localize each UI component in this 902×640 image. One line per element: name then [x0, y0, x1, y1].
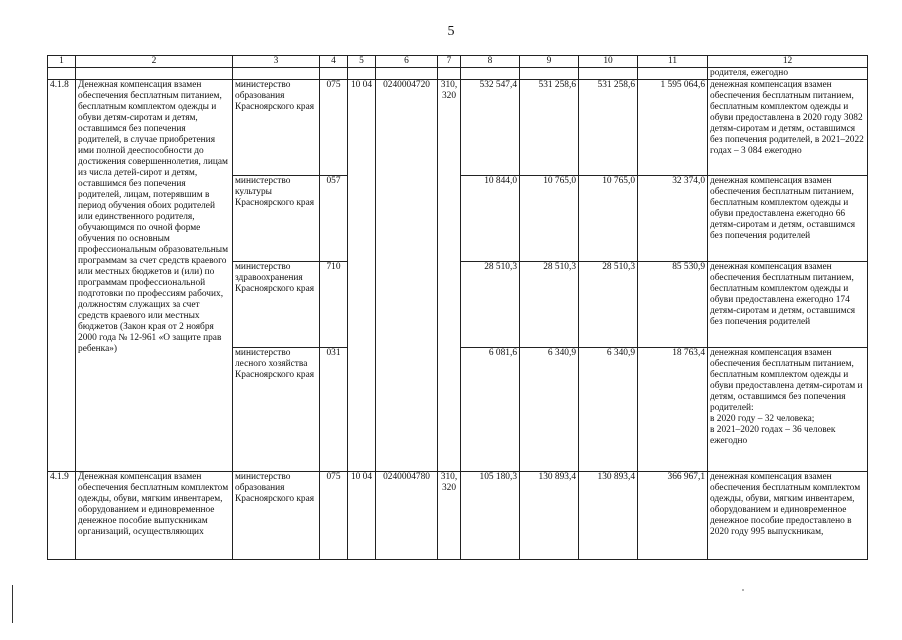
value-total: 32 374,0 — [638, 176, 708, 262]
value-2022: 531 258,6 — [579, 80, 638, 176]
row-description: Денежная компенсация взамен обеспечения бесплатным комплектом одежды, обуви, мягким инвентарем, оборудованием и единовременное денежное пособие выпускникам организаций, осуществляющих — [76, 472, 233, 560]
col-header: 6 — [376, 56, 438, 68]
result-cell: денежная компенсация взамен обеспечения бесплатным питанием, бесплатным комплектом одежды и обуви предоставлена в 2020 году 3082 детям-сиротам и детям, оставшимся без попечения родителей, в 2021–2022 годах – 3 084 ежегодно — [708, 80, 868, 176]
expense-type-cell: 310, 320 — [438, 80, 461, 472]
value-2020: 532 547,4 — [461, 80, 520, 176]
value-2021: 28 510,3 — [520, 262, 579, 348]
result-cell: денежная компенсация взамен обеспечения бесплатным питанием, бесплатным комплектом одежды и обуви предоставлена ежегодно 66 детям-сиротам и детям, оставшимся без попечения родителей — [708, 176, 868, 262]
ministry-cell: министерство образования Красноярского края — [233, 472, 320, 560]
value-total: 366 967,1 — [638, 472, 708, 560]
ministry-cell: министерство культуры Красноярского края — [233, 176, 320, 262]
budget-table — [47, 55, 868, 560]
carry-over-row — [48, 68, 868, 80]
value-2020: 105 180,3 — [461, 472, 520, 560]
row-code: 4.1.9 — [48, 472, 76, 560]
col-header: 1 — [48, 56, 76, 68]
ministry-cell: министерство лесного хозяйства Красноярского края — [233, 348, 320, 472]
col-header: 8 — [461, 56, 520, 68]
target-cell: 0240004780 — [376, 472, 438, 560]
section-cell: 10 04 — [348, 80, 376, 472]
table-row — [48, 80, 868, 176]
expense-type-cell: 310, 320 — [438, 472, 461, 560]
col-header: 5 — [348, 56, 376, 68]
table-row — [48, 472, 868, 560]
result-cell — [708, 348, 868, 472]
carry-over-text: родителя, ежегодно — [708, 68, 868, 80]
result-text-2020: в 2020 году – 32 человека; — [710, 414, 815, 424]
ministry-cell: министерство образования Красноярского края — [233, 80, 320, 176]
grbs-cell: 075 — [320, 80, 348, 176]
value-total: 18 763,4 — [638, 348, 708, 472]
col-header: 4 — [320, 56, 348, 68]
page-number: 5 — [447, 24, 455, 39]
section-cell: 10 04 — [348, 472, 376, 560]
grbs-cell: 075 — [320, 472, 348, 560]
value-2021: 130 893,4 — [520, 472, 579, 560]
result-cell: денежная компенсация взамен обеспечения бесплатным комплектом одежды, обуви, мягким инвентарем, оборудованием и единовременное денежное пособие предоставлено в 2020 году 995 выпускникам, — [708, 472, 868, 560]
col-header: 3 — [233, 56, 320, 68]
grbs-cell: 710 — [320, 262, 348, 348]
value-2021: 531 258,6 — [520, 80, 579, 176]
col-header: 11 — [638, 56, 708, 68]
col-header: 12 — [708, 56, 868, 68]
value-2021: 6 340,9 — [520, 348, 579, 472]
value-2022: 28 510,3 — [579, 262, 638, 348]
col-header: 10 — [579, 56, 638, 68]
grbs-cell: 057 — [320, 176, 348, 262]
col-header: 2 — [76, 56, 233, 68]
grbs-cell: 031 — [320, 348, 348, 472]
ministry-cell: министерство здравоохранения Красноярского края — [233, 262, 320, 348]
value-total: 85 530,9 — [638, 262, 708, 348]
col-header: 7 — [438, 56, 461, 68]
value-total: 1 595 064,6 — [638, 80, 708, 176]
col-header: 9 — [520, 56, 579, 68]
value-2022: 130 893,4 — [579, 472, 638, 560]
result-text: денежная компенсация взамен обеспечения бесплатным питанием, бесплатным комплектом одежды и обуви предоставлена детям-сиротам и детям, оставшимся без попечения родителей: — [710, 348, 863, 413]
scan-margin-mark — [12, 585, 13, 623]
value-2022: 6 340,9 — [579, 348, 638, 472]
result-text-later: в 2021–2020 годах – 36 человек ежегодно — [710, 425, 836, 446]
value-2022: 10 765,0 — [579, 176, 638, 262]
value-2020: 28 510,3 — [461, 262, 520, 348]
value-2020: 10 844,0 — [461, 176, 520, 262]
row-description: Денежная компенсация взамен обеспечения бесплатным питанием, бесплатным комплектом одежды и обуви детям-сиротам и детям, оставшимся без попечения родителей, в случае приобретения ими полной дееспособности до достижения совершеннолетия, лицам из числа детей-сирот и детям, оставшимся без попечения родителей, лицам, потерявшим в период обучения обоих родителей или единственного родителя, обучающимся по очной форме обучения по основным профессиональным образовательным программам за счет средств краевого или местных бюджетов и (или) по программам профессиональной подготовки по профессиям рабочих, должностям служащих за счет средств краевого или местных бюджетов (Закон края от 2 ноября 2000 года № 12-961 «О защите прав ребенка») — [76, 80, 233, 472]
value-2021: 10 765,0 — [520, 176, 579, 262]
target-cell: 0240004720 — [376, 80, 438, 472]
row-code: 4.1.8 — [48, 80, 76, 472]
column-number-row — [48, 56, 868, 68]
scan-dot — [742, 589, 744, 591]
result-cell: денежная компенсация взамен обеспечения бесплатным питанием, бесплатным комплектом одежды и обуви предоставлена ежегодно 174 детям-сиротам и детям, оставшимся без попечения родителей — [708, 262, 868, 348]
value-2020: 6 081,6 — [461, 348, 520, 472]
